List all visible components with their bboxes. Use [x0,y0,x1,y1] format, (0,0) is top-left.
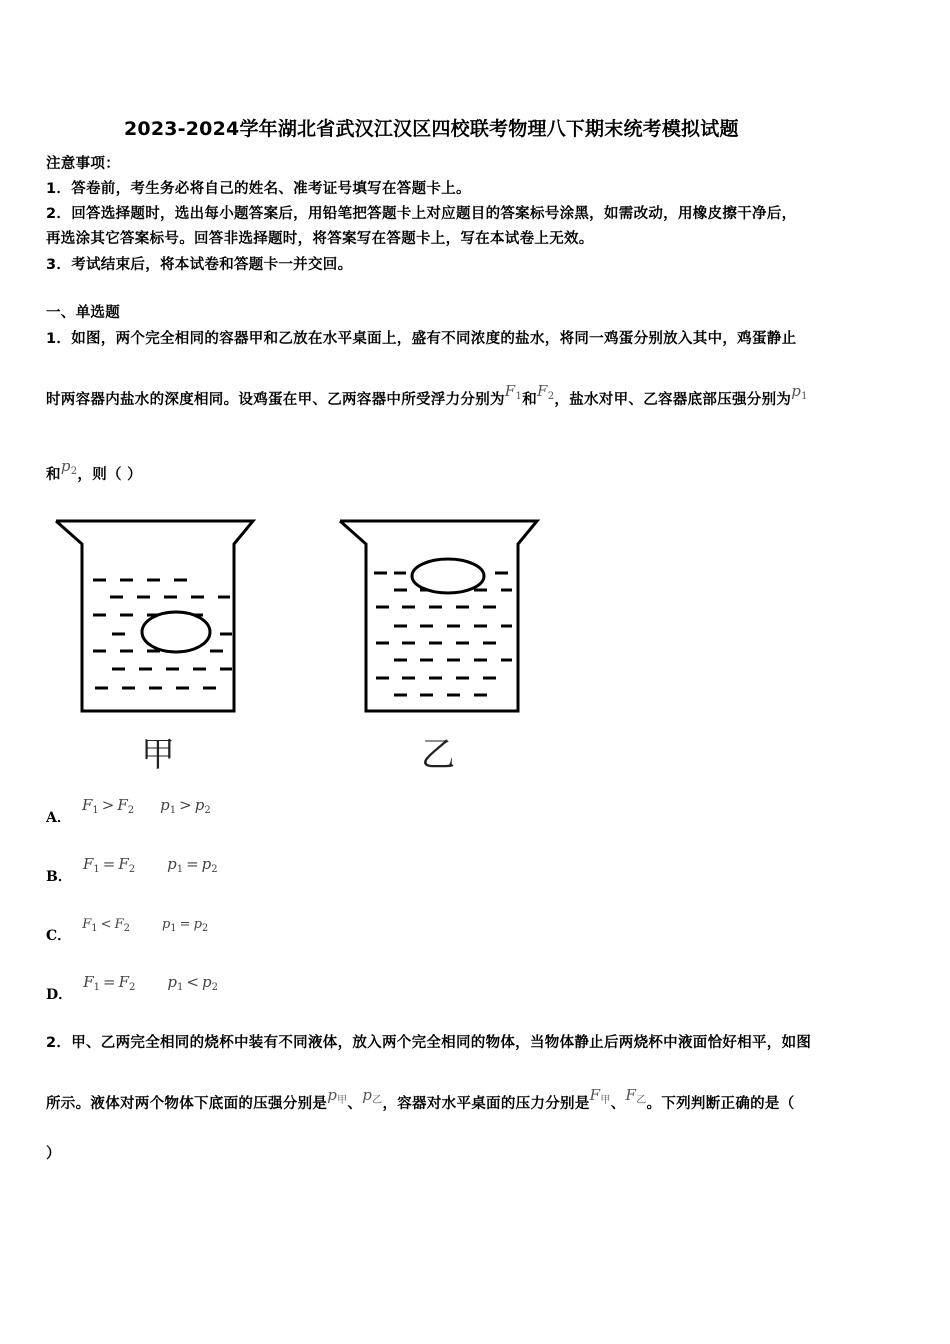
notice-item-2: 2．回答选择题时，选出每小题答案后，用铅笔把答题卡上对应题目的答案标号涂黑，如需改动，用橡皮擦干净后， [46,206,797,222]
notice-item-2-cont: 再选涂其它答案标号。回答非选择题时，将答案写在答题卡上，写在本试卷上无效。 [46,231,594,247]
q2-p-jia: $p_甲$ [327,1086,348,1106]
q2-sep-1: 、 [347,1096,363,1112]
notice-item-3: 3．考试结束后，将本试卷和答题卡一并交回。 [46,257,353,273]
egg-jia [142,612,210,652]
notice-item-1: 1．答卷前，考生务必将自己的姓名、准考证号填写在答题卡上。 [46,181,471,197]
figure-label-yi: 乙 [421,735,455,775]
q2-F-jia: $F_甲$ [589,1086,611,1106]
option-formula: $F_1 = F_2$ $p_1 = p_2$ [82,855,218,875]
q1-p1: $p_1$ [791,382,808,402]
figure-label-jia: 甲 [141,735,175,775]
q1-line-3-text-a: 和 [46,467,61,483]
q1-figure-beakers [40,510,560,780]
beaker-yi [340,521,537,711]
q1-F1: $F_1$ [504,382,523,402]
option-formula: $F_1 = F_2$ $p_1 < p_2$ [83,973,218,993]
q1-option-d[interactable] [46,972,218,1003]
q1-line-2 [46,382,808,410]
q2-sep-2: 、 [610,1096,626,1112]
q2-line-2 [46,1086,795,1114]
q2-line-1: 2．甲、乙两完全相同的烧杯中装有不同液体，放入两个完全相同的物体，当物体静止后两烧杯中液面恰好相平，如图 [46,1035,812,1051]
q1-line-2-text-c: ，盐水对甲、乙容器底部压强分别为 [554,392,792,408]
q2-line-3: ） [46,1146,61,1162]
notice-heading: 注意事项： [46,156,120,172]
q1-F2: $F_2$ [537,382,555,402]
q2-p-yi: $p_乙$ [362,1086,383,1106]
q1-line-3-text-b: ，则（ ） [77,467,142,483]
q1-line-1: 1．如图，两个完全相同的容器甲和乙放在水平桌面上，盛有不同浓度的盐水，将同一鸡蛋分别放入其中，鸡蛋静止 [46,331,797,347]
q1-line-3 [46,457,142,485]
option-letter: C． [46,928,72,944]
q2-line-2-text-a: 所示。液体对两个物体下底面的压强分别是 [46,1096,328,1112]
q2-line-2-text-c: 。下列判断正确的是（ [646,1096,795,1112]
q1-p2: $p_2$ [60,457,78,477]
section-heading: 一、单选题 [46,305,120,321]
q1-option-a[interactable] [46,795,211,826]
option-formula: $F_1 > F_2$ $p_1 > p_2$ [81,796,211,816]
page-title: 2023-2024学年湖北省武汉江汉区四校联考物理八下期末统考模拟试题 [124,118,739,140]
option-letter: B． [46,869,72,885]
q1-line-2-text-a: 时两容器内盐水的深度相同。设鸡蛋在甲、乙两容器中所受浮力分别为 [46,392,505,408]
option-formula: $F_1 < F_2$ $p_1 = p_2$ [82,917,209,934]
q1-option-b[interactable] [46,854,218,885]
q2-line-2-text-b: ，容器对水平桌面的压力分别是 [382,1096,590,1112]
q1-option-c[interactable] [46,913,209,944]
option-letter: A． [46,810,71,826]
egg-yi [412,559,484,593]
q1-line-2-text-b: 和 [522,392,537,408]
option-letter: D． [46,987,73,1003]
q2-F-yi: $F_乙$ [625,1086,647,1106]
